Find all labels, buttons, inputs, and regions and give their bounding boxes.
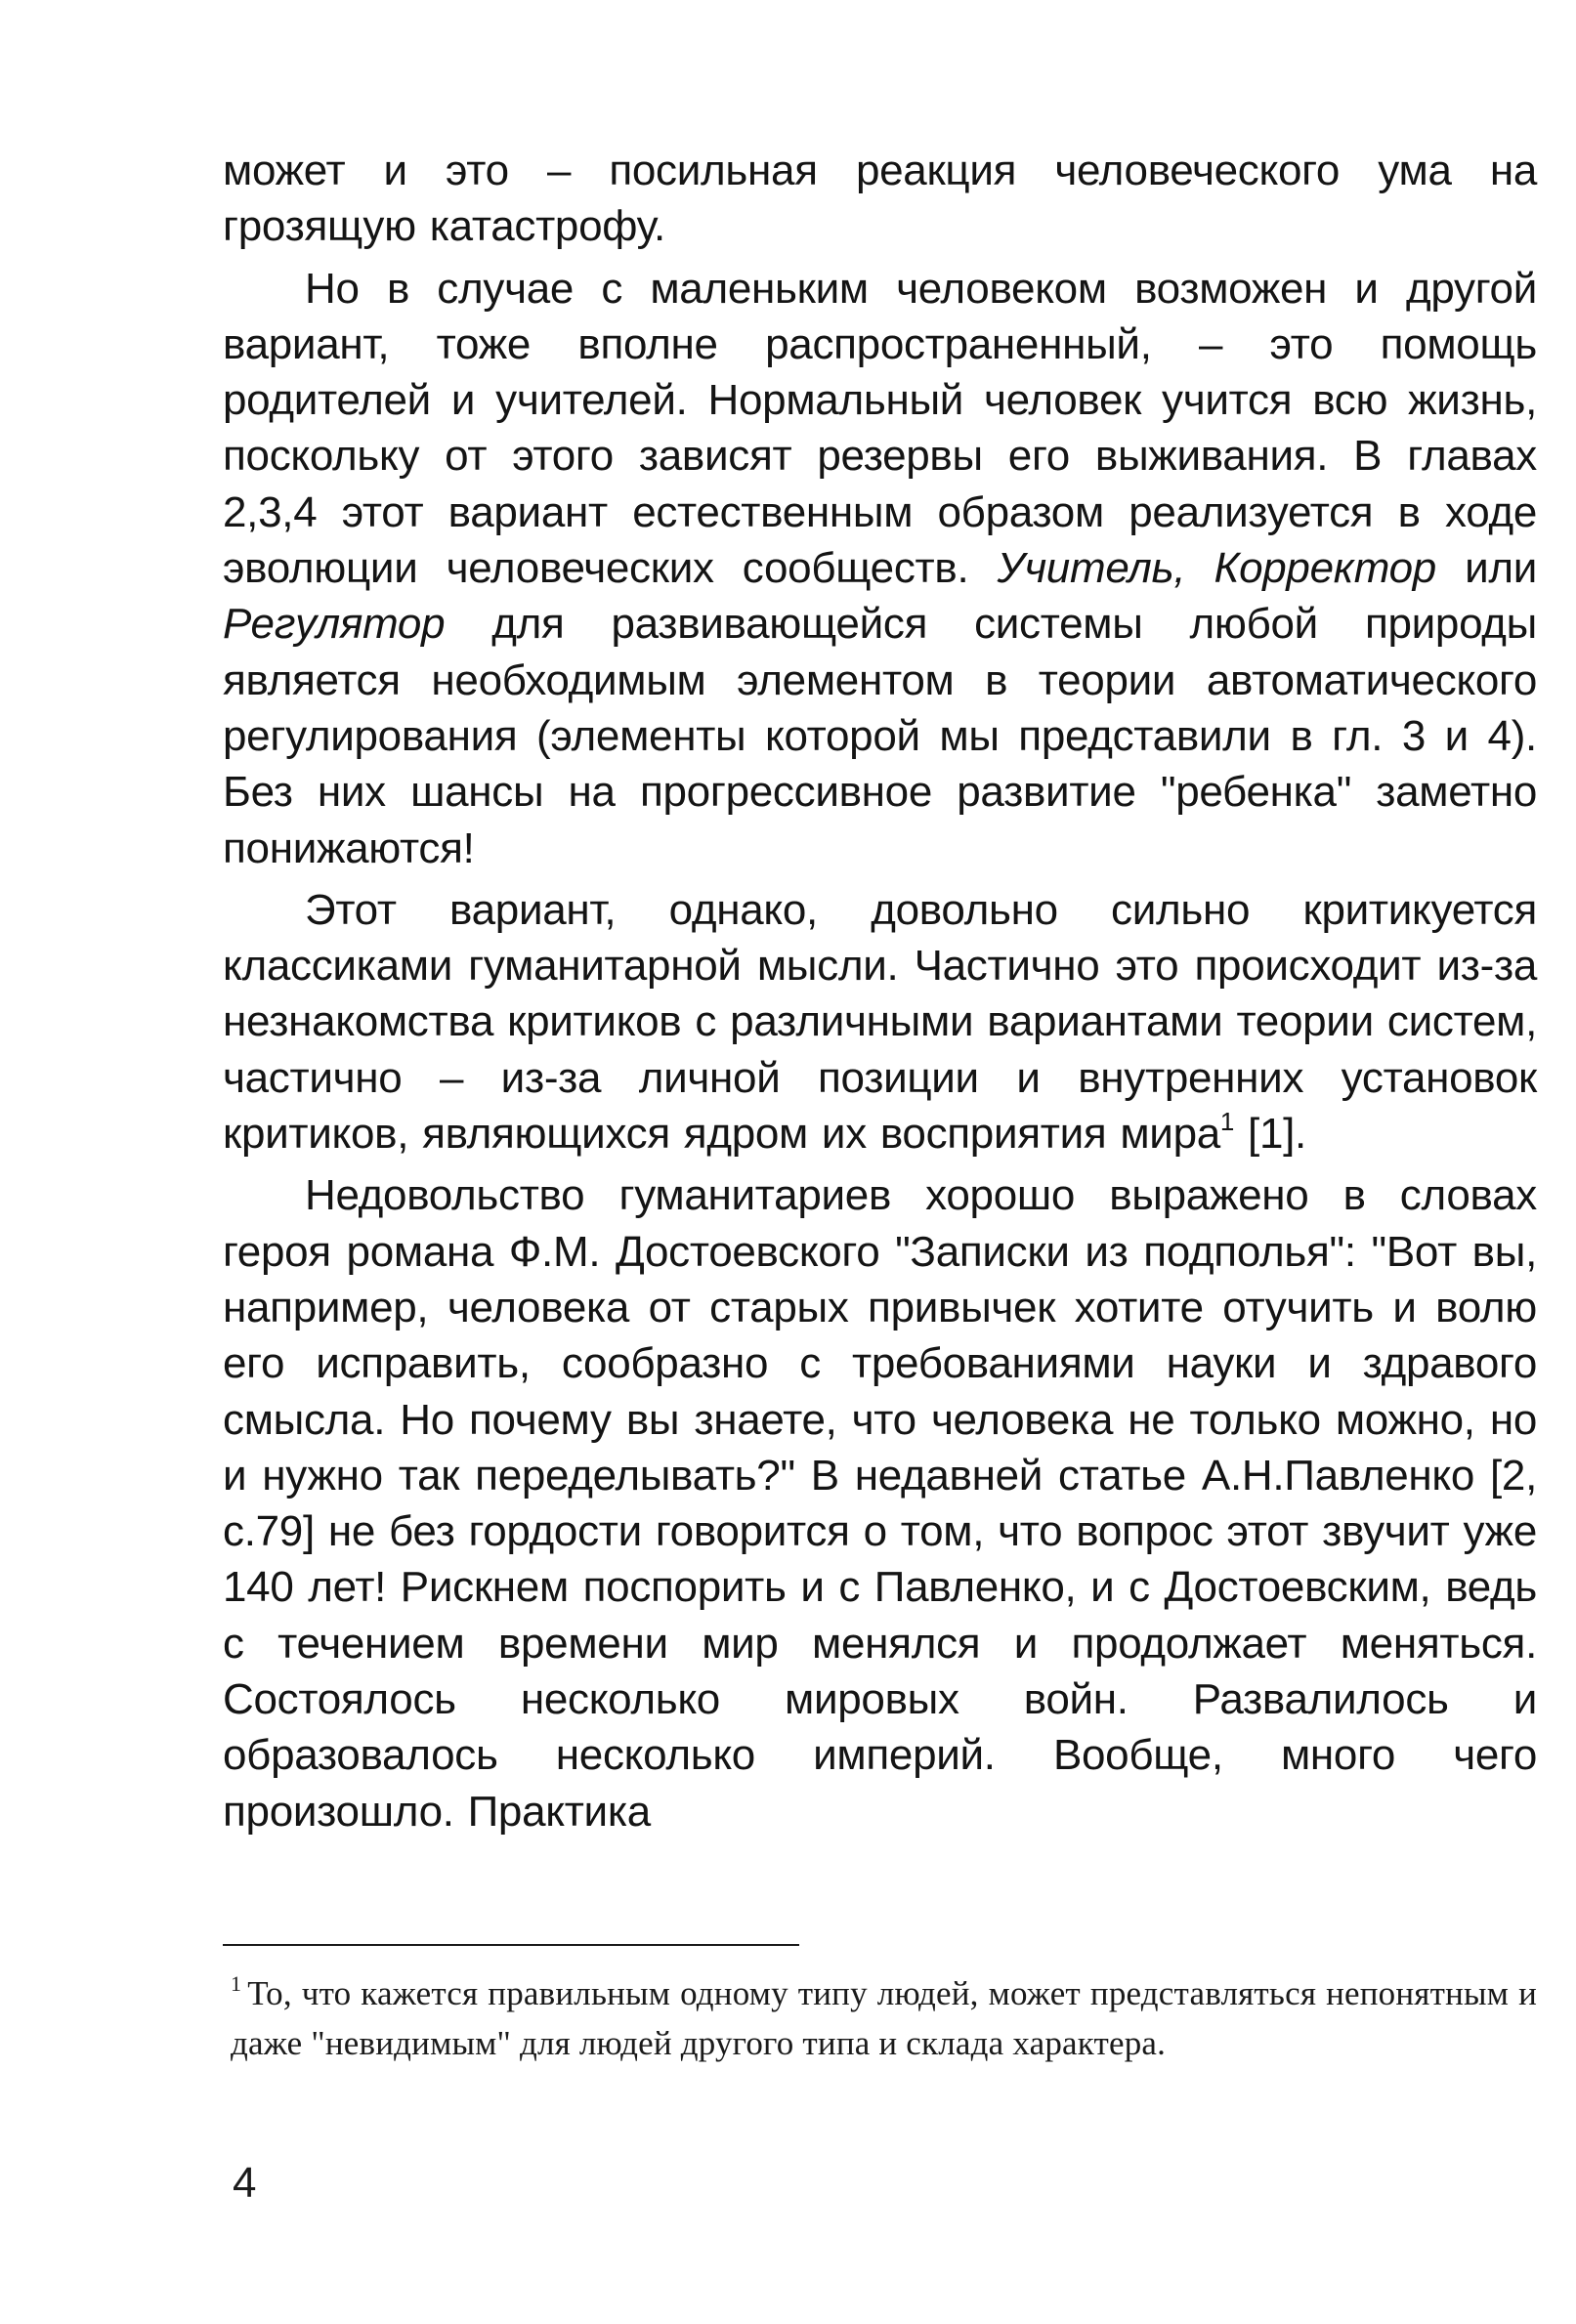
paragraph-1 — [223, 143, 1537, 255]
footnote-marker: 1 — [231, 1971, 242, 1996]
paragraph-4 — [223, 1167, 1537, 1839]
paragraph-2-italic-regulator: Регулятор — [223, 600, 446, 649]
page-number: 4 — [233, 2159, 257, 2207]
footnote-reference[interactable]: 1 — [1219, 1107, 1235, 1137]
footnote-divider — [223, 1944, 799, 1946]
paragraph-2-text-a: Но в случае с маленьким человеком возможен и другой вариант, тоже вполне распространенный, – это помощь родителей и учителей. Нормальный человек учится всю жизнь, поскольку от этого зависят резервы его выживания. В главах 2,3,4 этот вариант естественным образом реализуется в ходе эволюции человеческих сообществ. — [223, 264, 1537, 593]
paragraph-2-text-b: или — [1435, 544, 1537, 593]
paragraph-2-text-c: для развивающейся системы любой природы является необходимым элементом в теории автоматического регулирования (элементы которой мы представили в гл. 3 и 4). Без них шансы на прогрессивное развитие "ребенка" заметно понижаются! — [223, 600, 1537, 872]
footnote-text: То, что кажется правильным одному типу людей, может представляться непонятным и даже "невидимым" для людей другого типа и склада характера. — [231, 1974, 1537, 2062]
paragraph-2 — [223, 261, 1537, 876]
paragraph-1-text: может и это – посильная реакция человеческого ума на грозящую катастрофу. — [223, 147, 1537, 251]
main-text — [223, 143, 1537, 1839]
paragraph-3-text: Этот вариант, однако, довольно сильно критикуется классиками гуманитарной мысли. Частично это происходит из-за незнакомства критиков с различными вариантами теории систем, частично – из-за личной позиции и внутренних установок критиков, являющихся ядром их восприятия мира — [223, 885, 1537, 1159]
paragraph-2-italic-teacher-corrector: Учитель, Корректор — [997, 544, 1436, 593]
paragraph-3 — [223, 882, 1537, 1162]
footnote — [231, 1968, 1537, 2068]
paragraph-4-text: Недовольство гуманитариев хорошо выражено в словах героя романа Ф.М. Достоевского "Записки из подполья": "Вот вы, например, человека от старых привычек хотите отучить и волю его исправить, сообразно с требованиями науки и здравого смысла. Но почему вы знаете, что человека не только можно, но и нужно так переделывать?" В недавней статье А.Н.Павленко [2, с.79] не без гордости говорится о том, что вопрос этот звучит уже 140 лет! Рискнем поспорить и с Павленко, и с Достоевским, ведь с течением времени мир менялся и продолжает меняться. Состоялось несколько мировых войн. Развалилось и образовалось несколько империй. Вообще, много чего произошло. Практика — [223, 1171, 1537, 1836]
paragraph-3-citation: [1]. — [1234, 1110, 1306, 1159]
